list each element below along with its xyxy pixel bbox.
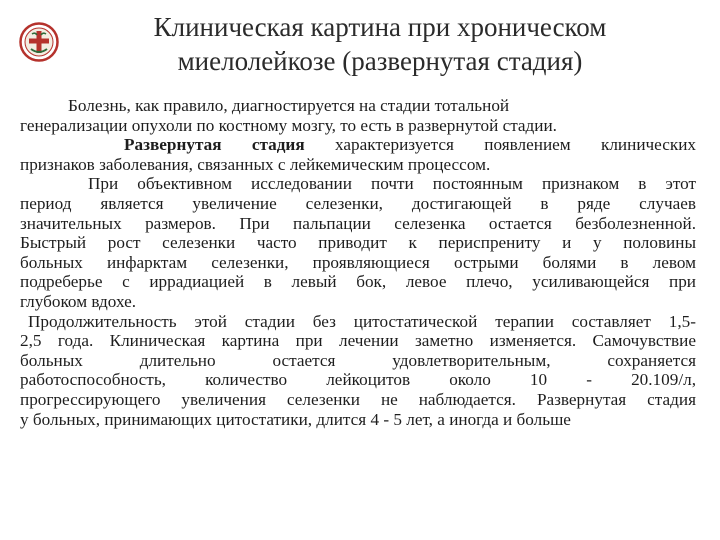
paragraph-2-line-2: признаков заболевания, связанных с лейкемическим процессом. — [20, 154, 491, 174]
paragraph-3-line-1: При объективном исследовании почти постоянным признаком в этот — [88, 174, 696, 194]
paragraph-4-line-2: 2,5 года. Клиническая картина при лечении заметно изменяется. Самочувствие — [20, 331, 696, 351]
paragraph-2-line-1 — [20, 135, 696, 155]
paragraph-4-line-1: Продолжительность этой стадии без цитостатической терапии составляет 1,5- — [28, 311, 696, 331]
paragraph-1-line-1: Болезнь, как правило, диагностируется на стадии тотальной — [68, 96, 510, 115]
paragraph-3-line-5: больных инфарктам селезенки, проявляющиеся острыми болями в левом — [20, 252, 696, 272]
paragraph-3-line-2: период является увеличение селезенки, достигающей в ряде случаев — [20, 193, 696, 213]
paragraph-3-line-6: подреберье с иррадиацией в левый бок, левое плечо, усиливающейся при — [20, 272, 696, 292]
paragraph-4-line-4: работоспособность, количество лейкоцитов около 10 - 20.109/л, — [20, 370, 696, 390]
paragraph-3-line-3: значительных размеров. При пальпации селезенка остается безболезненной. — [20, 213, 696, 233]
page-title — [80, 10, 680, 78]
paragraph-1-line-2: генерализации опухоли по костному мозгу, то есть в развернутой стадии. — [20, 115, 557, 135]
bold-term: Развернутая стадия — [124, 135, 305, 155]
document-body — [20, 96, 696, 429]
paragraph-3-line-7: глубоком вдохе. — [20, 291, 137, 311]
title-line-2: миелолейкозе (развернутая стадия) — [177, 46, 583, 76]
paragraph-4-line-3: больных длительно остается удовлетворительным, сохраняется — [20, 350, 696, 370]
paragraph-2 — [20, 135, 696, 174]
title-line-1: Клиническая картина при хроническом — [153, 12, 607, 42]
paragraph-1 — [20, 96, 696, 135]
paragraph-4-line-6: у больных, принимающих цитостатики, длится 4 - 5 лет, а иногда и больше — [20, 409, 571, 429]
paragraph-3-line-4: Быстрый рост селезенки часто приводит к периспрениту и у половины — [20, 233, 696, 253]
paragraph-4 — [20, 312, 696, 430]
paragraph-3 — [20, 174, 696, 311]
paragraph-2-line-1-rest: характеризуется появлением клинических — [304, 135, 696, 155]
paragraph-4-line-5: прогрессирующего увеличения селезенки не наблюдается. Развернутая стадия — [20, 389, 696, 409]
medical-emblem-icon — [19, 22, 59, 62]
